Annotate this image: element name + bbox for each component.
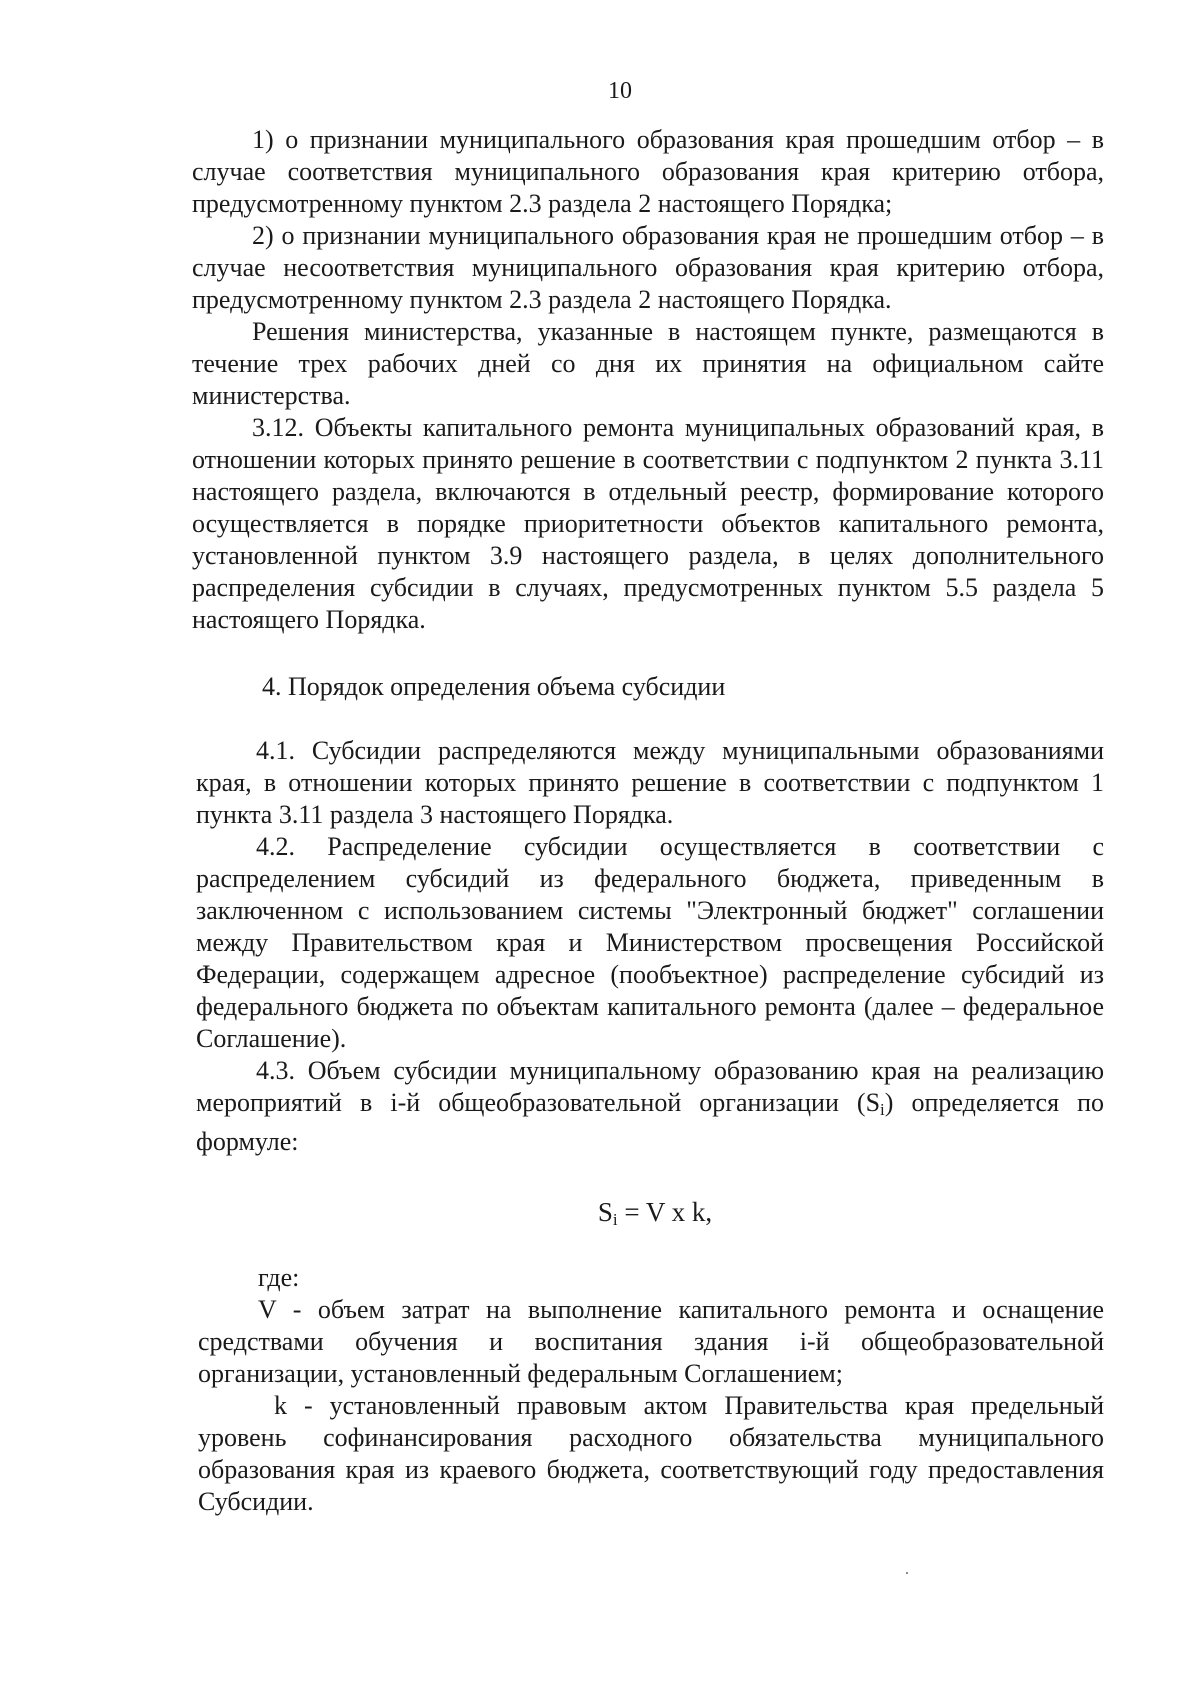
formula (0, 1196, 1200, 1236)
paragraph-where: где: (258, 1263, 300, 1292)
scan-speck (906, 1572, 908, 1574)
paragraph-4-3-text-a: 4.3. Объем субсидии муниципальному образованию края на реализацию мероприятий в i-й общеобразовательной организации (S (196, 1056, 1104, 1117)
section-3-continuation (192, 124, 1104, 636)
paragraph-k-definition: k - установленный правовым актом Правительства края предельный уровень софинансирования расходного обязательства муниципального образования края из краевого бюджета, соответствующий году предоставления Субсидии. (198, 1391, 1104, 1516)
paragraph-4-1: 4.1. Субсидии распределяются между муниципальными образованиями края, в отношении которых принято решение в соответствии с подпунктом 1 пункта 3.11 раздела 3 настоящего Порядка. (196, 736, 1104, 829)
paragraph-3-12: 3.12. Объекты капитального ремонта муниципальных образований края, в отношении которых принято решение в соответствии с подпунктом 2 пункта 3.11 настоящего раздела, включаются в отдельный реестр, формирование которого осуществляется в порядке приоритетности объектов капитального ремонта, установленной пунктом 3.9 настоящего раздела, в целях дополнительного распределения субсидии в случаях, предусмотренных пунктом 5.5 раздела 5 настоящего Порядка. (192, 413, 1104, 634)
section-4-body (196, 735, 1104, 1158)
paragraph-decisions: Решения министерства, указанные в настоящем пункте, размещаются в течение трех рабочих дней со дня их принятия на официальном сайте министерства. (192, 317, 1104, 410)
paragraph-item-2: 2) о признании муниципального образования края не прошедшим отбор – в случае несоответствия муниципального образования края критерию отбора, предусмотренному пунктом 2.3 раздела 2 настоящего Порядка. (192, 221, 1104, 314)
formula-rest: = V x k, (617, 1197, 713, 1227)
paragraph-item-1: 1) о признании муниципального образования края прошедшим отбор – в случае соответствия муниципального образования края критерию отбора, предусмотренному пунктом 2.3 раздела 2 настоящего Порядка; (192, 125, 1104, 218)
page-number: 10 (608, 78, 632, 104)
formula-s: S (597, 1197, 613, 1227)
paragraph-4-3 (196, 1055, 1104, 1158)
paragraph-4-3-subscript: i (880, 1100, 885, 1119)
formula-subscript: i (612, 1210, 618, 1229)
paragraph-v-definition: V - объем затрат на выполнение капитального ремонта и оснащение средствами обучения и воспитания здания i-й общеобразовательной организации, установленный федеральным Соглашением; (198, 1295, 1104, 1388)
formula-explanation (198, 1262, 1104, 1518)
paragraph-4-3-text-b: ) определяется по формуле: (196, 1088, 1104, 1156)
paragraph-4-2: 4.2. Распределение субсидии осуществляется в соответствии с распределением субсидий из федерального бюджета, приведенным в заключенном с использованием системы "Электронный бюджет" соглашении между Правительством края и Министерством просвещения Российской Федерации, содержащем адресное (пообъектное) распределение субсидий из федерального бюджета по объектам капитального ремонта (далее – федеральное Соглашение). (196, 832, 1104, 1053)
section-heading: 4. Порядок определения объема субсидии (262, 672, 726, 701)
